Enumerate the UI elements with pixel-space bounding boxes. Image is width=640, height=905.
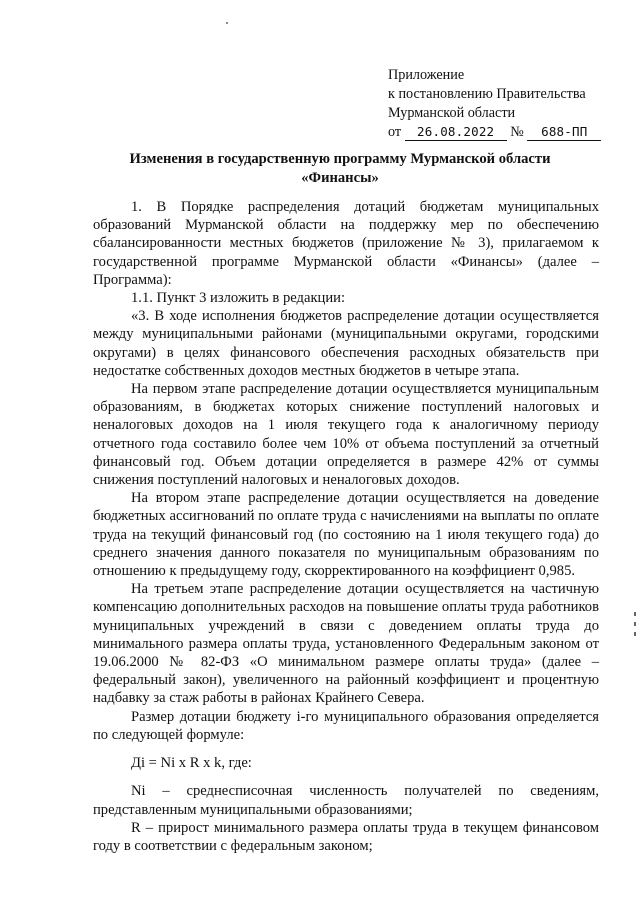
edge-mark [634,612,636,616]
document-title [80,150,600,188]
paragraph-2: 1.1. Пункт 3 изложить в редакции: [131,290,346,307]
spacer [93,772,599,782]
number-label: № [510,124,524,140]
paragraph-7: Размер дотации бюджету i-го муниципального образования определяется по следующей формуле: [93,708,599,743]
title-line-2: «Финансы» [301,170,379,186]
paragraph-3: «3. В ходе исполнения бюджетов распределение дотации осуществляется между муниципальными районами (муниципальными округами, городскими округами) в целях финансового обеспечения расходных обязательств при недостатке собственных доходов местных бюджетов в четыре этапа. [93,308,599,379]
appendix-line-1: Приложение [388,67,465,83]
definition-n: Ni – среднесписочная численность получателей по сведениям, представленным муниципальными образованиями; [93,783,599,818]
decree-date: 26.08.2022 [405,124,507,141]
appendix-line-2: к постановлению Правительства [388,86,586,102]
from-label: от [388,124,402,140]
definition-r: R – прирост минимального размера оплаты труда в текущем финансовом году в соответствии с федеральным законом; [93,819,599,854]
scan-edge-marks [634,612,636,642]
spacer [93,744,599,754]
edge-mark [634,622,636,626]
title-line-1: Изменения в государственную программу Мурманской области [129,151,551,167]
paragraph-4: На первом этапе распределение дотации осуществляется муниципальным образованиям, в бюджетах которых снижение поступлений налоговых и неналоговых доходов на 1 июля текущего года к аналогичному периоду отчетного года составило более чем 10% от объема поступлений за отчетный финансовый год. Объем дотации определяется в размере 42% от суммы снижения поступлений налоговых и неналоговых доходов. [93,381,599,489]
formula: Дi = Ni x R x k, где: [131,755,252,772]
appendix-date-line [388,123,618,142]
document-body [93,198,599,855]
appendix-block [388,66,618,142]
edge-mark [634,632,636,636]
appendix-line-3: Мурманской области [388,105,516,121]
scan-speck [226,22,228,24]
paragraph-1: 1. В Порядке распределения дотаций бюджетам муниципальных образований Мурманской области на поддержку мер по обеспечению сбалансированности местных бюджетов (приложение № 3), прилагаемом к государственной программе Мурманской области «Финансы» (далее – Программа): [93,199,599,288]
paragraph-5: На втором этапе распределение дотации осуществляется на доведение бюджетных ассигнований по оплате труда с начислениями на выплаты по оплате труда на текущий финансовый год (по состоянию на 1 июля текущего года) до среднего значения данного показателя по муниципальным образованиям по отношению к предыдущему году, скорректированного на коэффициент 0,985. [93,490,599,580]
decree-number: 688-ПП [527,124,601,141]
paragraph-6: На третьем этапе распределение дотации осуществляется на частичную компенсацию дополнительных расходов на повышение оплаты труда работников муниципальных учреждений в связи с доведением оплаты труда до минимального размера оплаты труда, установленного Федеральным законом от 19.06.2000 № 82-ФЗ «О минимальном размере оплаты труда» (далее – федеральный закон), увеличенного на районный коэффициент и процентную надбавку за стаж работы в районах Крайнего Севера. [93,581,599,707]
